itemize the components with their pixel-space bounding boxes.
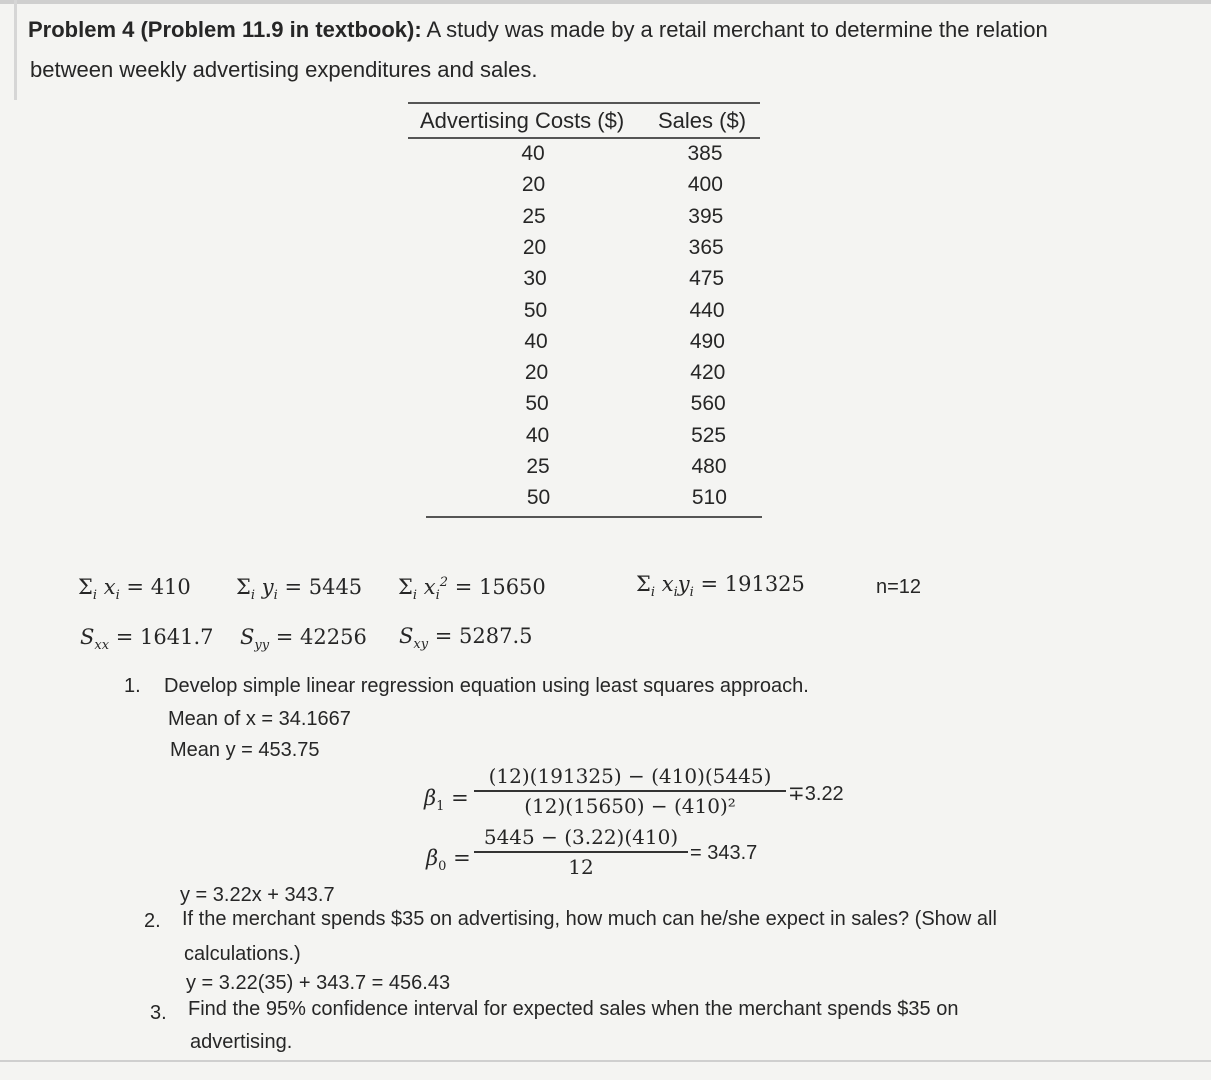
q3-number: 3. xyxy=(150,1002,167,1024)
sum-y-value: 5445 xyxy=(308,575,363,599)
sales-cell: 440 xyxy=(689,298,725,322)
problem-statement xyxy=(28,10,1188,90)
table-row xyxy=(408,330,760,361)
q1-text: Develop simple linear regression equation using least squares approach. xyxy=(164,675,809,697)
table-row xyxy=(408,205,760,236)
advertising-cost-cell: 20 xyxy=(524,361,549,385)
table-row xyxy=(408,267,760,298)
advertising-cost-cell: 50 xyxy=(525,392,549,416)
sales-cell: 475 xyxy=(689,267,725,291)
bottom-divider xyxy=(0,1060,1211,1062)
sales-cell: 560 xyxy=(690,392,726,416)
beta0-fraction-bar xyxy=(474,851,688,853)
table-row xyxy=(408,486,760,517)
advertising-cost-cell: 25 xyxy=(522,204,546,228)
sales-cell: 490 xyxy=(689,329,725,353)
sample-size: n=12 xyxy=(876,576,922,598)
beta1-fraction xyxy=(474,764,786,818)
q3-text-line2: advertising. xyxy=(190,1031,293,1053)
advertising-cost-cell: 50 xyxy=(523,298,548,322)
beta1-numerator: (12)(191325) − (410)(5445) xyxy=(488,764,772,788)
beta0-symbol: $\beta_0$ = xyxy=(426,846,471,875)
sxy: $S_{xy} = 5287.5$ xyxy=(399,624,533,653)
beta0-denominator: 12 xyxy=(568,854,594,879)
sales-cell: 510 xyxy=(691,486,727,510)
beta0-numerator: 5445 − (3.22)(410) xyxy=(483,825,679,849)
left-margin-line xyxy=(14,0,17,100)
mean-x: Mean of x = 34.1667 xyxy=(168,708,351,730)
table-row xyxy=(408,455,760,486)
beta1-fraction-bar xyxy=(474,790,786,792)
mean-y: Mean y = 453.75 xyxy=(170,739,320,761)
q2-answer: y = 3.22(35) + 343.7 = 456.43 xyxy=(186,972,451,994)
beta0-fraction xyxy=(474,825,688,879)
table-row xyxy=(408,361,760,392)
beta1-result: ∓3.22 xyxy=(788,783,844,805)
beta1-symbol: $\beta_1$ = xyxy=(424,786,469,815)
table-row xyxy=(408,299,760,330)
sum-x: $\Sigma_i$ $x_i = 410$ xyxy=(78,575,191,604)
beta1-denominator: (12)(15650) − (410)² xyxy=(524,793,736,818)
problem-intro-line1: A study was made by a retail merchant to determine the relation xyxy=(421,17,1048,42)
sxy-value: 5287.5 xyxy=(459,624,533,648)
sum-x-squared: $\Sigma_i$ $x_i^2 = 15650$ xyxy=(398,575,546,604)
advertising-cost-cell: 20 xyxy=(522,235,547,259)
q1-number: 1. xyxy=(124,675,141,697)
sum-xy-value: 191325 xyxy=(724,572,805,596)
q2-number: 2. xyxy=(144,910,161,932)
sales-cell: 395 xyxy=(688,204,724,228)
sales-cell: 420 xyxy=(690,361,726,385)
q2-text-line2: calculations.) xyxy=(184,943,301,965)
sum-x-value: 410 xyxy=(150,575,191,599)
q2-text-line1: If the merchant spends $35 on advertising, how much can he/she expect in sales? (Show all xyxy=(182,908,997,930)
column-header-sales: Sales ($) xyxy=(658,108,747,133)
advertising-cost-cell: 30 xyxy=(523,267,547,291)
sum-y: $\Sigma_i$ $y_i = 5445$ xyxy=(236,575,363,604)
table-row xyxy=(408,424,760,455)
sxx: $S_{xx} = 1641.7$ xyxy=(80,625,214,654)
table-row xyxy=(408,392,760,423)
sum-x2-value: 15650 xyxy=(478,575,546,599)
sales-cell: 525 xyxy=(691,423,727,447)
beta0-result: = 343.7 xyxy=(690,842,758,864)
advertising-cost-cell: 40 xyxy=(524,329,548,353)
advertising-cost-cell: 40 xyxy=(521,142,545,165)
syy-value: 42256 xyxy=(300,625,367,649)
sales-cell: 365 xyxy=(688,235,724,259)
advertising-cost-cell: 25 xyxy=(526,455,550,478)
syy: $S_{yy} = 42256$ xyxy=(240,625,367,654)
problem-intro-line2: between weekly advertising expenditures and sales. xyxy=(30,57,538,82)
table-top-rule xyxy=(408,102,760,104)
column-header-advertising: Advertising Costs ($) xyxy=(420,108,625,133)
problem-title: Problem 4 (Problem 11.9 in textbook): xyxy=(28,17,422,42)
regression-equation: y = 3.22x + 343.7 xyxy=(180,884,335,906)
advertising-cost-cell: 40 xyxy=(525,423,550,447)
sales-cell: 400 xyxy=(687,173,723,197)
sxx-value: 1641.7 xyxy=(140,625,214,649)
table-row xyxy=(408,173,760,204)
advertising-cost-cell: 20 xyxy=(521,173,546,197)
table-row xyxy=(408,142,760,173)
table-row xyxy=(408,236,760,267)
table-header-rule xyxy=(408,137,760,139)
top-divider xyxy=(0,0,1211,4)
q3-text-line1: Find the 95% confidence interval for expected sales when the merchant spends $35 on xyxy=(188,998,959,1020)
sum-xy: $\Sigma_i$ $x_iy_i = 191325$ xyxy=(636,572,805,601)
sales-cell: 480 xyxy=(691,455,727,478)
advertising-cost-cell: 50 xyxy=(526,486,551,510)
sales-cell: 385 xyxy=(687,142,723,165)
